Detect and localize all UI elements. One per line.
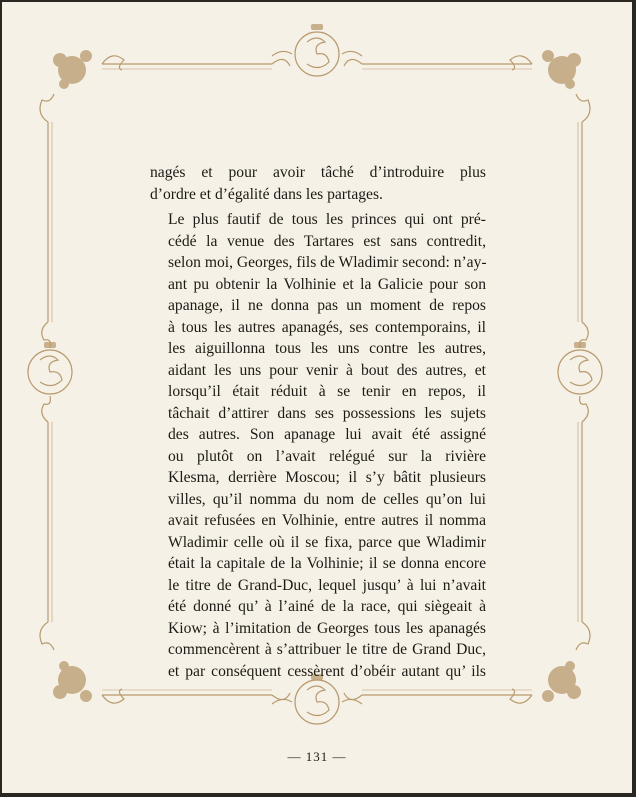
text-line: Le plus fautif de tous les princes qui ont pré- — [168, 211, 486, 228]
text-line: tâchait d’attirer dans ses possessions les sujets — [168, 404, 486, 422]
page-number: — 131 — — [287, 749, 347, 764]
text-line: Klesma, derrière Moscou; il s’y bâtit plusieurs — [168, 469, 486, 486]
text-line: Kiow; à l’imitation de Georges tous les apanagés — [168, 619, 486, 637]
text-line: apanage, il ne donna pas un moment de repos — [168, 297, 486, 314]
text-line: à tous les autres apanagés, ses contemporains, il — [168, 318, 486, 336]
text-line: nagés et pour avoir tâché d’introduire plus — [150, 164, 486, 181]
text-line: ant pu obtenir la Volhinie et la Galicie pour son — [168, 275, 486, 293]
body-text — [150, 162, 486, 682]
book-page — [2, 2, 632, 793]
text-line: des autres. Son apanage lui avait été assigné — [168, 426, 486, 443]
text-line: Wladimir celle où il se fixa, parce que Wladimir — [168, 533, 486, 551]
text-line: été donné qu’ à l’ainé de la race, qui siègeait à — [168, 598, 486, 615]
text-line: lorsqu’il était réduit à se tenir en repos, il — [168, 383, 486, 400]
text-line: aidant les uns pour venir à bout des autres, et — [168, 361, 486, 379]
text-line: et par conséquent cessèrent d’obéir autant qu’ ils — [168, 662, 486, 680]
text-line: commencèrent à s’attribuer le titre de Grand Duc, — [168, 641, 486, 658]
text-line: villes, qu’il nomma du nom de celles qu’on lui — [168, 490, 486, 508]
text-line: ou plutôt on l’avait relégué sur la rivière — [168, 447, 486, 465]
text-line: les aiguillonna tous les uns contre les autres, — [168, 340, 486, 357]
text-line: était la capitale de la Volhinie; il se donna encore — [168, 555, 486, 572]
text-line: d’ordre et d’égalité dans les partages. — [150, 185, 383, 203]
text-line: avait refusées en Volhinie, entre autres il nomma — [168, 512, 486, 529]
text-line: cédé la venue des Tartares est sans contredit, — [168, 232, 486, 250]
text-line: selon moi, Georges, fils de Wladimir second: n’ay- — [168, 254, 487, 271]
paragraph-1 — [150, 162, 486, 205]
text-line: le titre de Grand-Duc, lequel jusqu’ à lui n’avait — [168, 576, 486, 594]
paragraph-2 — [150, 209, 486, 682]
